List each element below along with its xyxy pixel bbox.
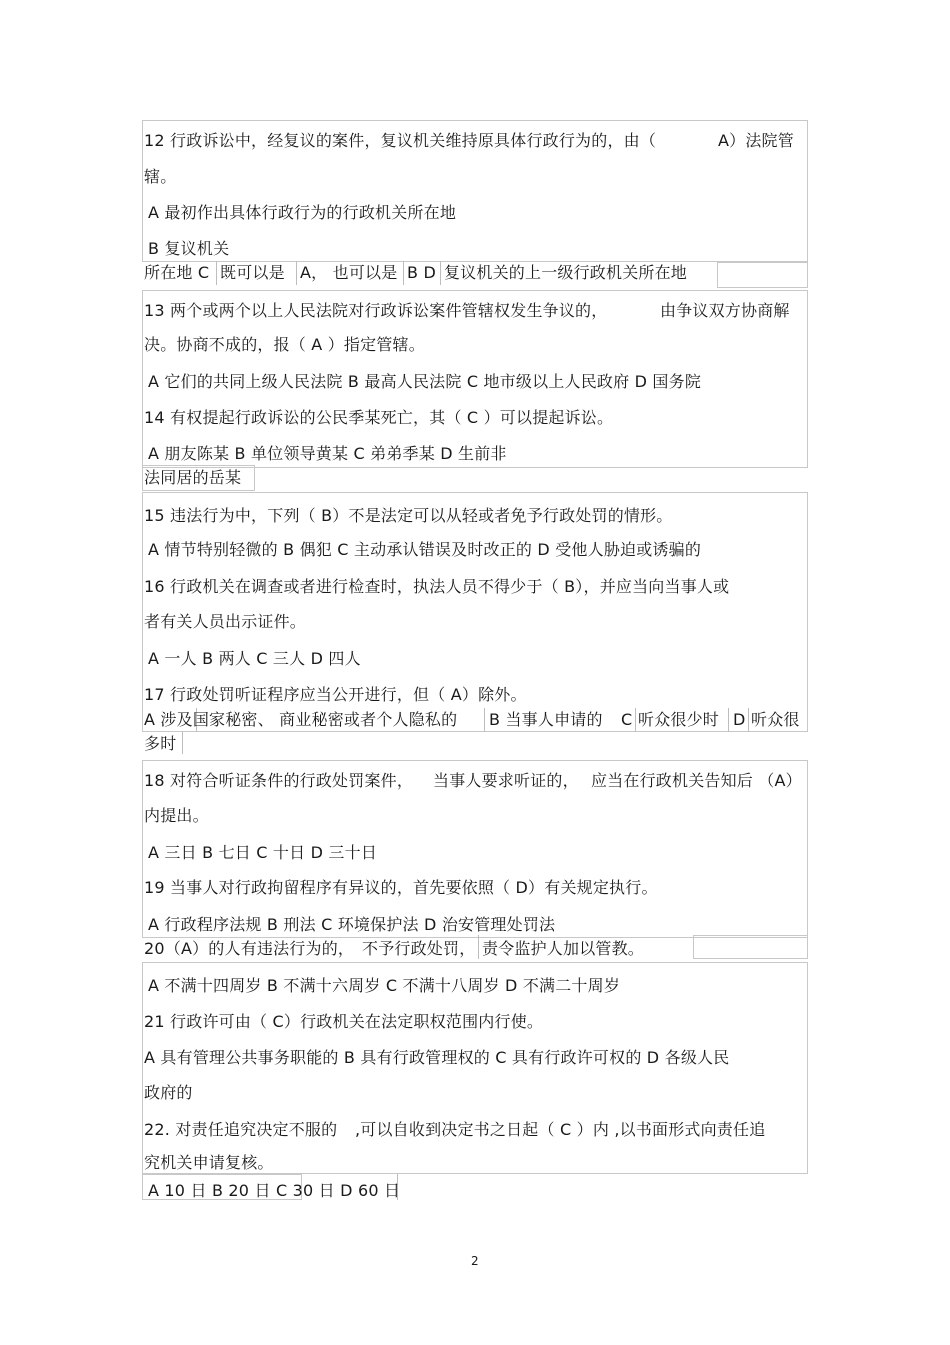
text-frame	[717, 262, 808, 288]
q15-line1: 15 违法行为中，下列（ B）不是法定可以从轻或者免予行政处罚的情形。	[144, 506, 673, 525]
q19-line1: 19 当事人对行政拘留程序有异议的，首先要依照（ D）有关规定执行。	[144, 878, 658, 897]
q17-option-c: 听众很少时	[638, 710, 720, 729]
segment-divider	[484, 708, 485, 732]
q21-options: A 具有管理公共事务职能的 B 具有行政管理权的 C 具有行政许可权的 D 各级人民	[144, 1048, 730, 1067]
q20-line1-part3: 责令监护人加以管教。	[482, 939, 645, 958]
q17-option-a: A 涉及国家秘密、 商业秘密或者个人隐私的	[144, 710, 458, 729]
q16-line1: 16 行政机关在调查或者进行检查时，执法人员不得少于（ B），并应当向当事人或	[144, 577, 730, 596]
q20-options: A 不满十四周岁 B 不满十六周岁 C 不满十八周岁 D 不满二十周岁	[148, 976, 621, 995]
q12-line5-part4: B D	[407, 263, 436, 282]
q12-line1: 12 行政诉讼中，经复议的案件，复议机关维持原具体行政行为的，由（	[144, 131, 657, 150]
segment-divider	[440, 261, 441, 285]
q18-options: A 三日 B 七日 C 十日 D 三十日	[148, 843, 378, 862]
q21-line3: 政府的	[144, 1083, 193, 1102]
segment-divider	[403, 261, 404, 285]
q20-line1-part2: 不予行政处罚，	[362, 939, 476, 958]
q18-line1-part2: 当事人要求听证的，	[433, 771, 579, 790]
q12-line1-answer: A）法院管	[718, 131, 794, 150]
segment-divider	[296, 261, 297, 285]
q17-option-c-letter: C	[621, 710, 633, 729]
q21-line1: 21 行政许可由（ C）行政机关在法定职权范围内行使。	[144, 1012, 544, 1031]
q12-line5-part2: 既可以是	[220, 263, 285, 282]
q17-option-d-letter: D	[733, 710, 746, 729]
q12-option-b: B 复议机关	[148, 239, 230, 258]
q12-line2: 辖。	[144, 167, 177, 186]
q16-options: A 一人 B 两人 C 三人 D 四人	[148, 649, 361, 668]
segment-divider	[748, 708, 749, 732]
text-frame	[693, 935, 808, 959]
q14-options: A 朋友陈某 B 单位领导黄某 C 弟弟季某 D 生前非	[148, 444, 507, 463]
q12-line5-part3: A， 也可以是	[300, 263, 398, 282]
q13-line1-cont: 由争议双方协商解	[660, 301, 790, 320]
segment-divider	[635, 708, 636, 732]
q17-line1: 17 行政处罚听证程序应当公开进行，但（ A）除外。	[144, 685, 527, 704]
q13-line1: 13 两个或两个以上人民法院对行政诉讼案件管辖权发生争议的，	[144, 301, 608, 320]
q14-line1: 14 有权提起行政诉讼的公民季某死亡，其（ C ）可以提起诉讼。	[144, 408, 614, 427]
q20-line1-part1: 20（A）的人有违法行为的，	[144, 939, 355, 958]
q22-line2: 究机关申请复核。	[144, 1153, 274, 1172]
q12-line5-part1: 所在地 C	[144, 263, 210, 282]
q19-options: A 行政程序法规 B 刑法 C 环境保护法 D 治安管理处罚法	[148, 915, 556, 934]
q22-options: A 10 日 B 20 日 C 30 日 D 60 日	[148, 1181, 401, 1200]
segment-divider	[216, 261, 217, 285]
q18-line2: 内提出。	[144, 806, 209, 825]
segment-divider	[478, 935, 479, 959]
q17-line3: 多时	[144, 734, 177, 753]
q14-line3: 法同居的岳某	[144, 468, 242, 487]
q12-option-a: A 最初作出具体行政行为的行政机关所在地	[148, 203, 457, 222]
segment-divider	[182, 732, 183, 754]
q22-line1-part1: 22. 对责任追究决定不服的	[144, 1120, 338, 1139]
q17-option-d: 听众很	[751, 710, 800, 729]
segment-divider	[728, 708, 729, 732]
q13-line2: 决。协商不成的，报（ A ）指定管辖。	[144, 335, 425, 354]
q12-line5-part5: 复议机关的上一级行政机关所在地	[444, 263, 688, 282]
q17-option-b: B 当事人申请的	[489, 710, 603, 729]
page-number: 2	[471, 1254, 479, 1268]
q18-line1-part1: 18 对符合听证条件的行政处罚案件，	[144, 771, 414, 790]
q13-options: A 它们的共同上级人民法院 B 最高人民法院 C 地市级以上人民政府 D 国务院	[148, 372, 702, 391]
q15-options: A 情节特别轻微的 B 偶犯 C 主动承认错误及时改正的 D 受他人胁迫或诱骗的	[148, 540, 702, 559]
q18-line1-part3: 应当在行政机关告知后 （A）	[591, 771, 802, 790]
q16-line2: 者有关人员出示证件。	[144, 612, 307, 631]
q22-line1-part2: ,可以自收到决定书之日起（ C ）内 ,以书面形式向责任追	[355, 1120, 766, 1139]
